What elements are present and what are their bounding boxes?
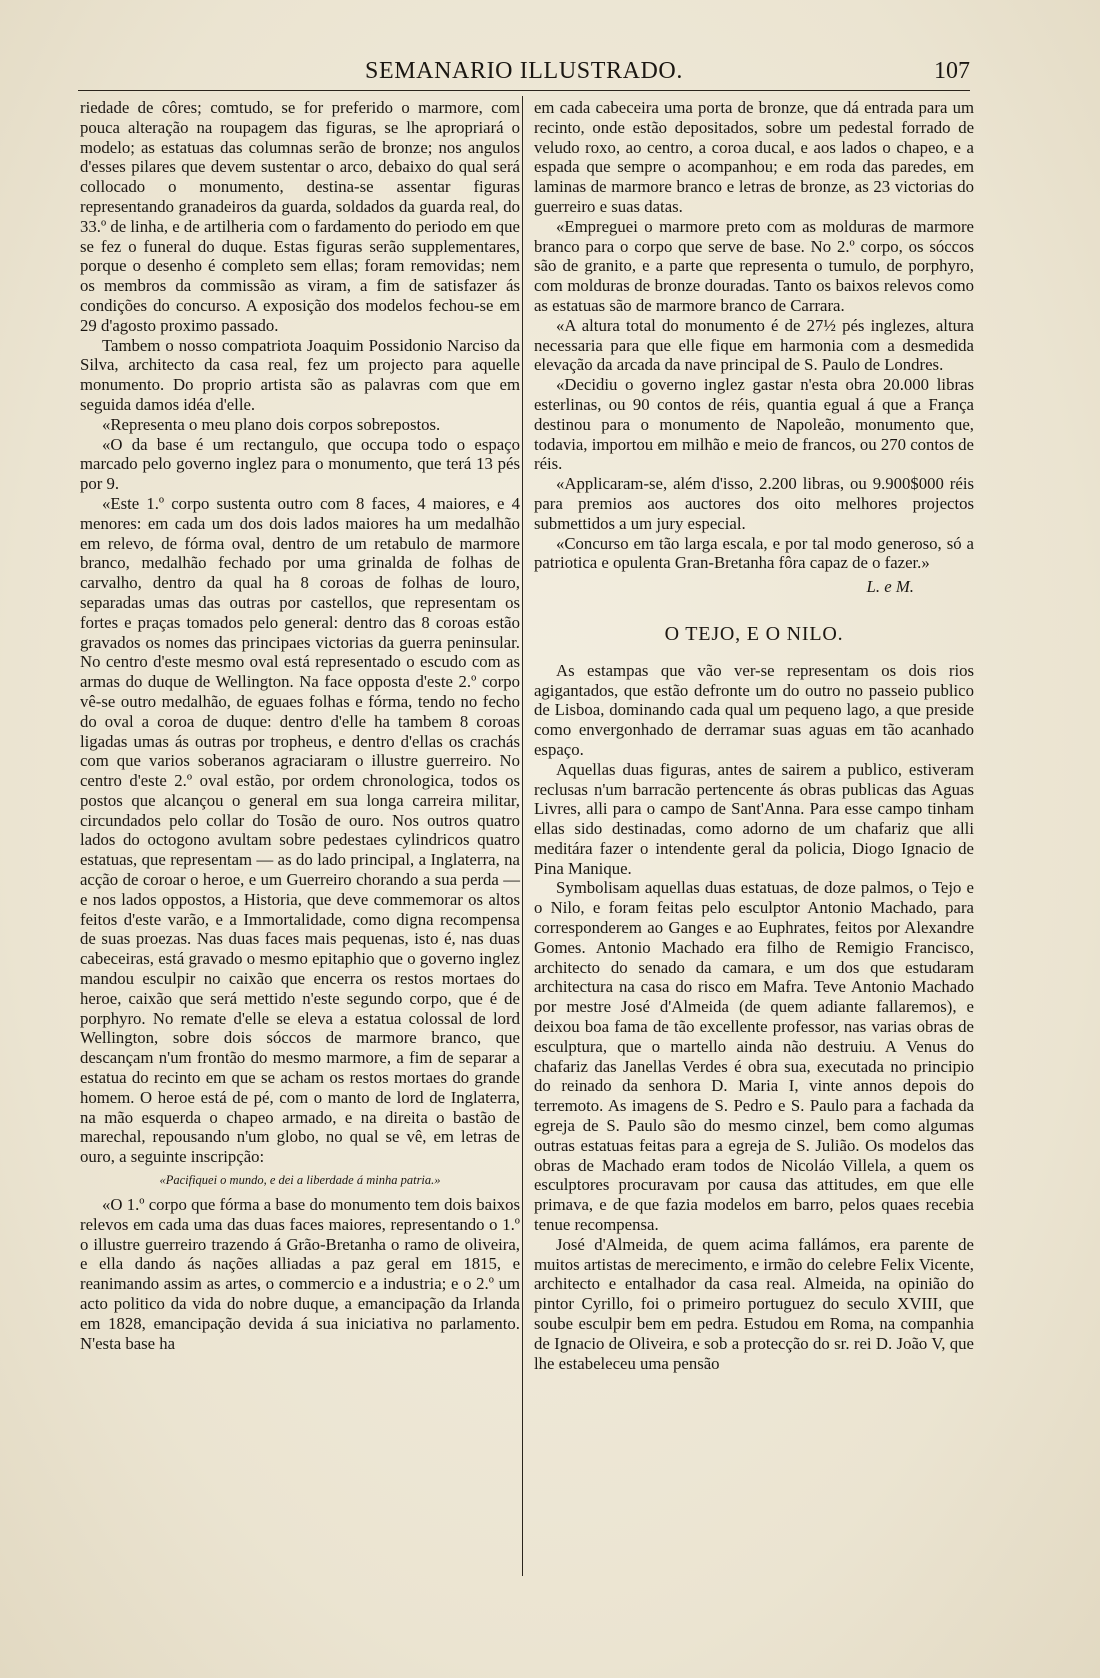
paragraph: «Empreguei o marmore preto com as molduras de marmore branco para o corpo que serve de base. No 2.º corpo, os sóccos são de granito, e a parte que representa o tumulo, de porphyro, com molduras de bronze douradas. Tanto os baixos relevos como as estatuas são de marmore branco de Carrara. [534, 216, 974, 315]
right-column [534, 98, 974, 1373]
paragraph: Symbolisam aquellas duas estatuas, de doze palmos, o Tejo e o Nilo, e foram feitas pelo esculptor Antonio Machado, para corresponderem ao Ganges e ao Euphrates, feitos por Alexandre Gomes. Antonio Machado era filho de Remigio Francisco, architecto do senado da camara, e um dos que estudaram architectura na casa do risco em Mafra. Teve Antonio Machado por mestre José d'Almeida (de quem adiante fallaremos), e deixou boa fama de tão excellente professor, nas varias obras de esculptura, que o martello ainda não destruiu. A Venus do chafariz das Janellas Verdes é obra sua, executada no principio do reinado da senhora D. Maria I, vinte annos depois do terremoto. As imagens de S. Pedro e S. Paulo para a fachada da egreja de S. Paulo são do mesmo cinzel, bem como algumas outras estatuas feitas para a egreja de S. Julião. Os modelos das obras de Machado eram todos de Nicoláo Villela, a quem os esculptores procuravam por causa das attitudes, em que elle primava, e de que fazia modelos em barro, pelos quaes recebia tenue recompensa. [534, 878, 974, 1235]
paragraph: «Applicaram-se, além d'isso, 2.200 libras, ou 9.900$000 réis para premios aos auctores dos oito melhores projectos submettidos a um jury especial. [534, 474, 974, 533]
paragraph: em cada cabeceira uma porta de bronze, que dá entrada para um recinto, onde estão depositados, sobre um pedestal forrado de veludo roxo, ao centro, a coroa ducal, e aos lados o chapeo, e a espada que sempre o acompanhou; e em roda das paredes, em laminas de marmore branco e letras de bronze, as 23 victorias do guerreiro e suas datas. [534, 98, 974, 216]
paragraph: Aquellas duas figuras, antes de sairem a publico, estiveram reclusas n'um barracão pertencente ás obras publicas das Aguas Livres, alli para o campo de Sant'Anna. Para esse campo tinham ellas sido destinadas, como adorno de um chafariz que alli meditára fazer o intendente geral da policia, Diogo Ignacio de Pina Manique. [534, 759, 974, 878]
paragraph: «Concurso em tão larga escala, e por tal modo generoso, só a patriotica e opulenta Gran-Bretanha fôra capaz de o fazer.» [534, 533, 974, 573]
left-column [80, 98, 520, 1353]
paragraph: As estampas que vão ver-se representam os dois rios agigantados, que estão defronte um do outro no passeio publico de Lisboa, dominando cada qual um pequeno lago, a que preside como envergonhado de derramar suas aguas em tão acanhado espaço. [534, 660, 974, 759]
paragraph: «O da base é um rectangulo, que occupa todo o espaço marcado pelo governo inglez para o monumento, que terá 13 pés por 9. [80, 434, 520, 494]
publication-title: SEMANARIO ILLUSTRADO. [365, 58, 683, 84]
paragraph: «Decidiu o governo inglez gastar n'esta obra 20.000 libras esterlinas, ou 90 contos de réis, quantia egual á que a França destinou para o monumento de Napoleão, monumento que, todavia, importou em milhão e meio de francos, ou 270 contos de réis. [534, 375, 974, 474]
paragraph: riedade de côres; comtudo, se for preferido o marmore, com pouca alteração na roupagem das figuras, se lhe apropriará o modelo; as estatuas das columnas serão de bronze; nos angulos d'esses pilares que devem sustentar o arco, debaixo do qual será collocado o monumento, destina-se assentar figuras representando granadeiros da guarda, soldados da guarda real, do 33.º de linha, e de artilheria com o fardamento do periodo em que se fez o funeral do duque. Estas figuras serão supplementares, porque o desenho é completo sem ellas; foram removidas; nem os membros da commissão as viram, a fim de satisfazer ás condições do concurso. A exposição dos modelos fechou-se em 29 d'agosto proximo passado. [80, 98, 520, 335]
author-signature: L. e M. [866, 577, 914, 597]
paragraph: José d'Almeida, de quem acima fallámos, era parente de muitos artistas de merecimento, e irmão do celebre Felix Vicente, architecto e entalhador da casa real. Almeida, na opinião do pintor Cyrillo, foi o primeiro portuguez do seculo XVIII, que soube esculpir bem em pedra. Estudou em Roma, na companhia de Ignacio de Oliveira, e sob a protecção do sr. rei D. João V, que lhe estabeleceu uma pensão [534, 1234, 974, 1373]
paragraph: «Representa o meu plano dois corpos sobrepostos. [102, 414, 441, 434]
paragraph: «O 1.º corpo que fórma a base do monumento tem dois baixos relevos em cada uma das duas faces maiores, representando o 1.º o illustre guerreiro trazendo á Grão-Bretanha o ramo de oliveira, e ella dando ás nações alliadas a paz geral em 1815, e reanimando assim as artes, o commercio e a industria; e o 2.º um acto politico da vida do nobre duque, a emancipação da Irlanda em 1828, emancipação devida á sua iniciativa no parlamento. N'esta base ha [80, 1195, 520, 1353]
paragraph: «A altura total do monumento é de 27½ pés inglezes, altura necessaria para que elle fique em harmonia com a desmedida elevação da arcada da nave principal de S. Paulo de Londres. [534, 315, 974, 375]
page-number: 107 [934, 58, 970, 84]
inscription-quote: «Pacifiquei o mundo, e dei a liberdade á minha patria.» [159, 1173, 441, 1188]
column-divider [522, 96, 523, 1576]
page-header [78, 56, 970, 91]
paragraph: «Este 1.º corpo sustenta outro com 8 faces, 4 maiores, e 4 menores: em cada um dos dois lados maiores ha um medalhão em relevo, de fórma oval, dentro de um retabulo de marmore branco, medalhão fechado por uma grinalda de folhas de carvalho, dentro da qual ha 8 coroas de folhas de louro, separadas umas das outras por castellos, que representam os fortes e praças tomados pelo general: dentro das 8 coroas estão gravados os nomes das principaes victorias da guerra peninsular. No centro d'este mesmo oval está representado o escudo com as armas do duque de Wellington. Na face opposta d'este 2.º corpo vê-se outro medalhão, de eguaes folhas e fórma, tendo no fecho do oval a coroa de duque: dentro d'elle ha tambem 8 coroas ligadas umas ás outras por tropheus, e dentro d'ellas os crachás com que varios soberanos agraciaram o illustre guerreiro. No centro d'este 2.º oval estão, por ordem chronologica, todos os postos que alcançou o general em sua longa carreira militar, circundados pelo collar do Tosão de ouro. Nos outros quatro lados do octogono avultam sobre pedestaes cylindricos quatro estatuas, que representam — as do lado principal, a Inglaterra, na acção de coroar o heroe, e um Guerreiro chorando a sua perda — e nos lados oppostos, a Historia, que deve commemorar os altos feitos d'este varão, e a Immortalidade, como digna recompensa de suas proezas. Nas duas faces mais pequenas, isto é, nas duas cabeceiras, está gravado o mesmo epitaphio que o governo inglez mandou esculpir no caixão que encerra os restos mortaes do heroe, caixão que será mettido n'este segundo corpo, que é de porphyro. No remate d'elle se eleva a estatua colossal de lord Wellington, sobre dois sóccos de marmore branco, que descançam n'um frontão do mesmo marmore, a fim de separar a estatua do recinto em que se acham os restos mortaes do grande homem. O heroe está de pé, com o manto de lord de Inglaterra, na mão esquerda o chapeo armado, e na direita o bastão de marechal, repousando n'um globo, no qual se vê, em letras de ouro, a seguinte inscripção: [80, 493, 520, 1167]
paragraph: Tambem o nosso compatriota Joaquim Possidonio Narciso da Silva, architecto da casa real, fez um projecto para aquelle monumento. Do proprio artista são as palavras com que em seguida damos idéa d'elle. [80, 335, 520, 414]
article-title: O TEJO, E O NILO. [664, 622, 844, 645]
